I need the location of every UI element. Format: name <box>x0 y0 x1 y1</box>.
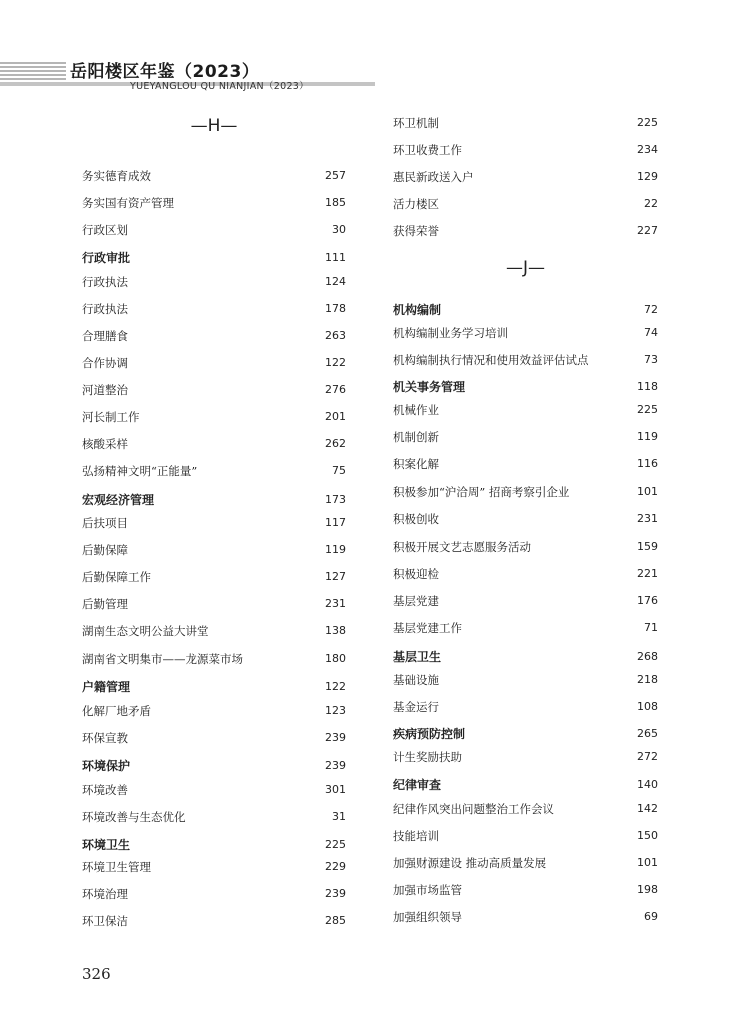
entry-page: 239 <box>325 887 346 900</box>
entry-term: 疾病预防控制 <box>393 727 466 741</box>
entry-page: 234 <box>637 143 658 156</box>
index-entry <box>393 538 658 556</box>
entry-page: 239 <box>325 759 346 772</box>
entry-page: 231 <box>325 597 346 610</box>
entry-term: 后勤管理 <box>82 597 128 611</box>
entry-term: 环境改善与生态优化 <box>82 810 186 824</box>
entry-page: 268 <box>637 650 658 663</box>
index-entry <box>393 827 658 845</box>
entry-page: 138 <box>325 624 346 637</box>
entry-term: 环境卫生管理 <box>82 860 151 874</box>
entry-page: 71 <box>644 621 658 634</box>
entry-term: 机构编制 <box>393 303 442 317</box>
entry-term: 机制创新 <box>393 430 439 444</box>
entry-page: 117 <box>325 516 346 529</box>
index-entry <box>393 776 658 794</box>
entry-term: 加强财源建设 推动高质量发展 <box>393 856 547 870</box>
entry-page: 101 <box>637 485 658 498</box>
entry-page: 119 <box>325 543 346 556</box>
entry-page: 180 <box>325 652 346 665</box>
entry-page: 116 <box>637 457 658 470</box>
index-entry <box>82 462 346 480</box>
index-entry <box>82 757 346 775</box>
entry-page: 176 <box>637 594 658 607</box>
index-entry <box>393 428 658 446</box>
entry-term: 务实国有资产管理 <box>82 196 174 210</box>
entry-term: 合理膳食 <box>82 329 128 343</box>
index-entry <box>82 678 346 696</box>
entry-term: 后勤保障 <box>82 543 128 557</box>
entry-term: 环境改善 <box>82 783 128 797</box>
index-entry <box>393 854 658 872</box>
index-entry <box>82 702 346 720</box>
index-entry <box>393 565 658 583</box>
entry-page: 201 <box>325 410 346 423</box>
index-entry <box>393 168 658 186</box>
entry-term: 机械作业 <box>393 403 439 417</box>
entry-term: 环保宣教 <box>82 731 128 745</box>
index-entry <box>82 167 346 185</box>
entry-term: 获得荣誉 <box>393 224 439 238</box>
entry-page: 239 <box>325 731 346 744</box>
entry-page: 74 <box>644 326 658 339</box>
index-entry <box>82 300 346 318</box>
entry-term: 环境保护 <box>82 759 131 773</box>
entry-term: 加强市场监管 <box>393 883 462 897</box>
entry-page: 22 <box>644 197 658 210</box>
entry-page: 285 <box>325 914 346 927</box>
entry-term: 技能培训 <box>393 829 439 843</box>
entry-term: 宏观经济管理 <box>82 493 155 507</box>
entry-page: 229 <box>325 860 346 873</box>
entry-term: 积极开展文艺志愿服务活动 <box>393 540 531 554</box>
section-heading-h: —H— <box>190 116 238 136</box>
entry-page: 272 <box>637 750 658 763</box>
index-entry <box>393 619 658 637</box>
entry-page: 72 <box>644 303 658 316</box>
index-entry <box>82 273 346 291</box>
entry-page: 262 <box>325 437 346 450</box>
entry-page: 31 <box>332 810 346 823</box>
index-entry <box>393 483 658 501</box>
index-entry <box>393 881 658 899</box>
entry-page: 225 <box>637 116 658 129</box>
entry-page: 124 <box>325 275 346 288</box>
index-entry <box>393 301 658 319</box>
entry-page: 119 <box>637 430 658 443</box>
index-entry <box>393 141 658 159</box>
entry-term: 积极参加“沪洽周” 招商考察引企业 <box>393 485 570 499</box>
entry-term: 合作协调 <box>82 356 128 370</box>
entry-term: 机构编制执行情况和使用效益评估试点 <box>393 353 589 367</box>
index-entry <box>82 194 346 212</box>
index-entry <box>393 324 658 342</box>
index-entry <box>82 858 346 876</box>
entry-page: 225 <box>325 838 346 851</box>
entry-term: 计生奖励扶助 <box>393 750 462 764</box>
entry-term: 弘扬精神文明“正能量” <box>82 464 198 478</box>
entry-page: 218 <box>637 673 658 686</box>
entry-page: 122 <box>325 356 346 369</box>
index-entry <box>82 729 346 747</box>
index-entry <box>393 800 658 818</box>
entry-page: 173 <box>325 493 346 506</box>
index-entry <box>82 808 346 826</box>
index-entry <box>393 671 658 689</box>
index-entry <box>393 351 658 369</box>
index-entry <box>393 510 658 528</box>
entry-term: 环境卫生 <box>82 838 131 852</box>
entry-term: 行政审批 <box>82 251 131 265</box>
entry-page: 73 <box>644 353 658 366</box>
index-entry <box>393 222 658 240</box>
entry-page: 276 <box>325 383 346 396</box>
entry-page: 30 <box>332 223 346 236</box>
index-entry <box>82 595 346 613</box>
entry-page: 123 <box>325 704 346 717</box>
entry-page: 178 <box>325 302 346 315</box>
index-entry <box>393 114 658 132</box>
yearbook-subtitle: YUEYANGLOU QU NIANJIAN（2023） <box>130 81 309 92</box>
entry-term: 基层党建 <box>393 594 439 608</box>
index-entry <box>393 648 658 666</box>
entry-term: 环卫保洁 <box>82 914 128 928</box>
index-entry <box>82 221 346 239</box>
index-entry <box>82 408 346 426</box>
entry-term: 基金运行 <box>393 700 439 714</box>
index-entry <box>393 401 658 419</box>
entry-term: 化解厂地矛盾 <box>82 704 151 718</box>
entry-term: 积极创收 <box>393 512 439 526</box>
entry-term: 行政执法 <box>82 275 128 289</box>
header-stripes <box>0 62 66 82</box>
entry-page: 140 <box>637 778 658 791</box>
index-entry <box>82 354 346 372</box>
entry-term: 行政区划 <box>82 223 128 237</box>
index-entry <box>393 592 658 610</box>
index-entry <box>82 781 346 799</box>
index-entry <box>82 435 346 453</box>
entry-page: 221 <box>637 567 658 580</box>
entry-term: 积极迎检 <box>393 567 439 581</box>
index-entry <box>82 491 346 509</box>
entry-term: 湖南生态文明公益大讲堂 <box>82 624 209 638</box>
entry-page: 231 <box>637 512 658 525</box>
entry-term: 加强组织领导 <box>393 910 462 924</box>
entry-page: 198 <box>637 883 658 896</box>
entry-term: 河道整治 <box>82 383 128 397</box>
entry-page: 225 <box>637 403 658 416</box>
entry-term: 河长制工作 <box>82 410 140 424</box>
entry-term: 户籍管理 <box>82 680 131 694</box>
index-entry <box>393 698 658 716</box>
entry-term: 后勤保障工作 <box>82 570 151 584</box>
entry-page: 127 <box>325 570 346 583</box>
index-entry <box>393 748 658 766</box>
entry-page: 118 <box>637 380 658 393</box>
entry-term: 机关事务管理 <box>393 380 466 394</box>
index-entry <box>393 455 658 473</box>
entry-page: 108 <box>637 700 658 713</box>
entry-page: 150 <box>637 829 658 842</box>
entry-term: 活力楼区 <box>393 197 439 211</box>
index-entry <box>393 725 658 743</box>
page-header <box>0 56 750 96</box>
index-entry <box>82 568 346 586</box>
entry-page: 111 <box>325 251 346 264</box>
entry-term: 核酸采样 <box>82 437 128 451</box>
entry-term: 惠民新政送入户 <box>393 170 474 184</box>
entry-term: 环卫收费工作 <box>393 143 462 157</box>
index-entry <box>82 836 346 854</box>
entry-term: 行政执法 <box>82 302 128 316</box>
index-entry <box>82 541 346 559</box>
entry-page: 129 <box>637 170 658 183</box>
entry-page: 142 <box>637 802 658 815</box>
entry-page: 185 <box>325 196 346 209</box>
entry-page: 159 <box>637 540 658 553</box>
entry-term: 环境治理 <box>82 887 128 901</box>
entry-term: 基础设施 <box>393 673 439 687</box>
yearbook-title: 岳阳楼区年鉴（2023） <box>70 62 260 82</box>
index-entry <box>393 908 658 926</box>
index-entry <box>393 378 658 396</box>
section-heading-j: —J— <box>505 258 545 278</box>
index-entry <box>82 650 346 668</box>
entry-page: 265 <box>637 727 658 740</box>
index-entry <box>82 327 346 345</box>
entry-page: 75 <box>332 464 346 477</box>
entry-page: 69 <box>644 910 658 923</box>
entry-term: 环卫机制 <box>393 116 439 130</box>
entry-term: 后扶项目 <box>82 516 128 530</box>
entry-term: 积案化解 <box>393 457 439 471</box>
index-entry <box>82 514 346 532</box>
index-entry <box>82 912 346 930</box>
entry-page: 122 <box>325 680 346 693</box>
entry-page: 301 <box>325 783 346 796</box>
page-number: 326 <box>82 965 111 983</box>
index-entry <box>82 249 346 267</box>
index-entry <box>393 195 658 213</box>
index-entry <box>82 622 346 640</box>
entry-term: 务实德育成效 <box>82 169 151 183</box>
entry-term: 基层党建工作 <box>393 621 462 635</box>
entry-page: 263 <box>325 329 346 342</box>
index-entry <box>82 381 346 399</box>
index-entry <box>82 885 346 903</box>
entry-term: 机构编制业务学习培训 <box>393 326 508 340</box>
entry-term: 纪律审查 <box>393 778 442 792</box>
entry-page: 101 <box>637 856 658 869</box>
entry-term: 纪律作风突出问题整治工作会议 <box>393 802 554 816</box>
entry-page: 227 <box>637 224 658 237</box>
entry-term: 基层卫生 <box>393 650 442 664</box>
entry-page: 257 <box>325 169 346 182</box>
entry-term: 湖南省文明集市——龙源菜市场 <box>82 652 243 666</box>
